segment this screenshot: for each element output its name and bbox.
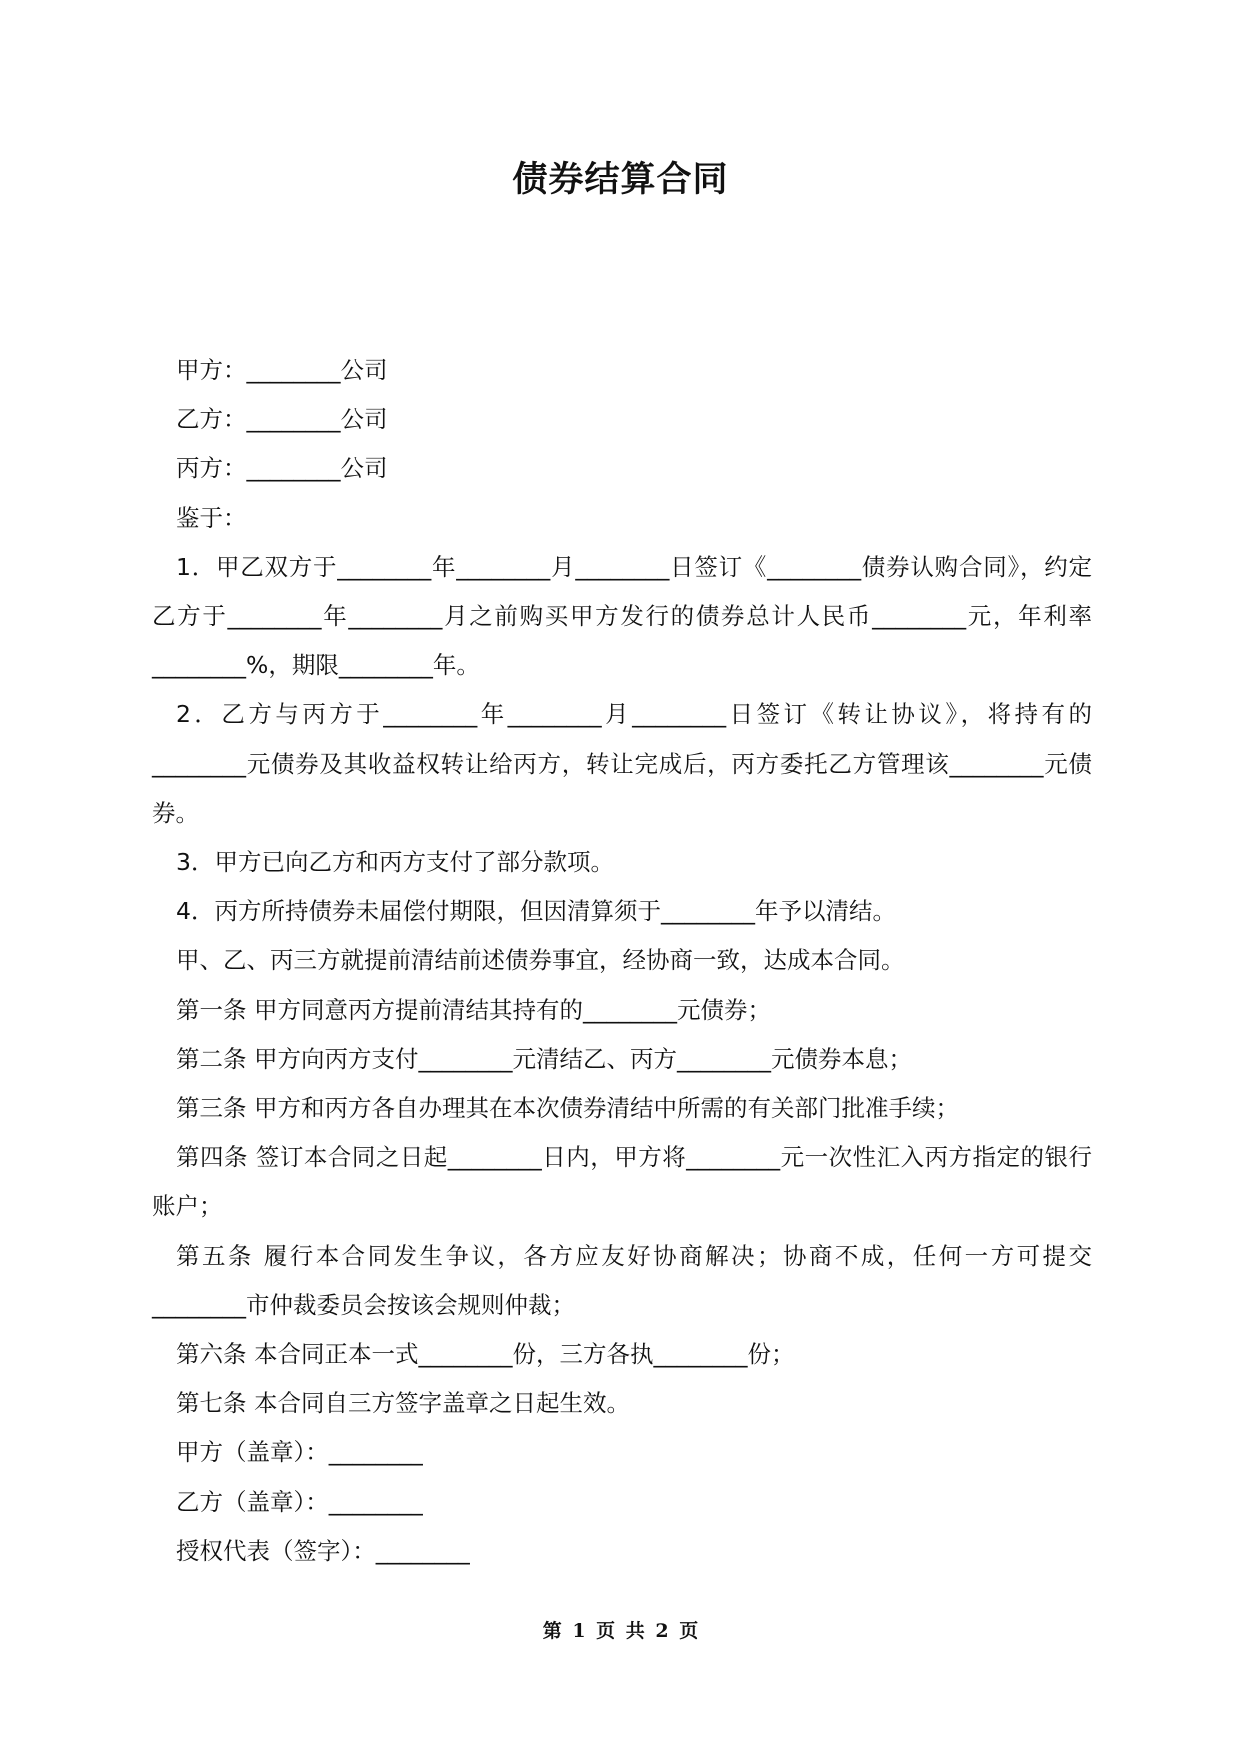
article-1: 第一条 甲方同意丙方提前清结其持有的________元债券；: [176, 995, 771, 1024]
party-b-line: 乙方：________公司: [176, 405, 388, 434]
whereas-heading: 鉴于：: [176, 503, 247, 532]
article-4: 第四条 签订本合同之日起________日内，甲方将________元一次性汇入丙方指定的银行账户；: [152, 1143, 1092, 1221]
party-a-line: 甲方：________公司: [176, 356, 388, 384]
agreement-statement: 甲、乙、丙三方就提前清结前述债券事宜，经协商一致，达成本合同。: [176, 946, 905, 975]
article-6: 第六条 本合同正本一式________份，三方各执________份；: [176, 1340, 795, 1369]
recital-2: 2．乙方与丙方于________年________月________日签订《转让协议》，将持有的________元债券及其收益权转让给丙方，转让完成后，丙方委托乙方管理该________元债券。: [152, 700, 1092, 827]
recital-4: 4．丙方所持债券未届偿付期限，但因清算须于________年予以清结。: [176, 897, 896, 926]
party-b-seal-line: 乙方（盖章）：________: [176, 1487, 423, 1516]
page-number-footer: 第 1 页 共 2 页: [542, 1620, 699, 1642]
article-3: 第三条 甲方和丙方各自办理其在本次债券清结中所需的有关部门批准手续；: [176, 1094, 959, 1123]
authorized-signature-line: 授权代表（签字）：________: [176, 1536, 470, 1565]
contract-body: [152, 346, 1092, 1576]
document-title: 债券结算合同: [512, 160, 729, 200]
article-2: 第二条 甲方向丙方支付________元清结乙、丙方________元债券本息；: [176, 1044, 912, 1073]
party-a-seal-line: 甲方（盖章）：________: [176, 1438, 423, 1467]
article-5: 第五条 履行本合同发生争议，各方应友好协商解决；协商不成，任何一方可提交________市仲裁委员会按该会规则仲裁；: [152, 1241, 1092, 1319]
article-7: 第七条 本合同自三方签字盖章之日起生效。: [176, 1389, 630, 1418]
party-c-line: 丙方：________公司: [176, 454, 388, 483]
recital-1: 1．甲乙双方于________年________月________日签订《________债券认购合同》，约定乙方于________年________月之前购买甲方发行的债券总计人民币________元，年利率________%，期限________年。: [152, 552, 1092, 680]
recital-3: 3．甲方已向乙方和丙方支付了部分款项。: [176, 848, 614, 877]
